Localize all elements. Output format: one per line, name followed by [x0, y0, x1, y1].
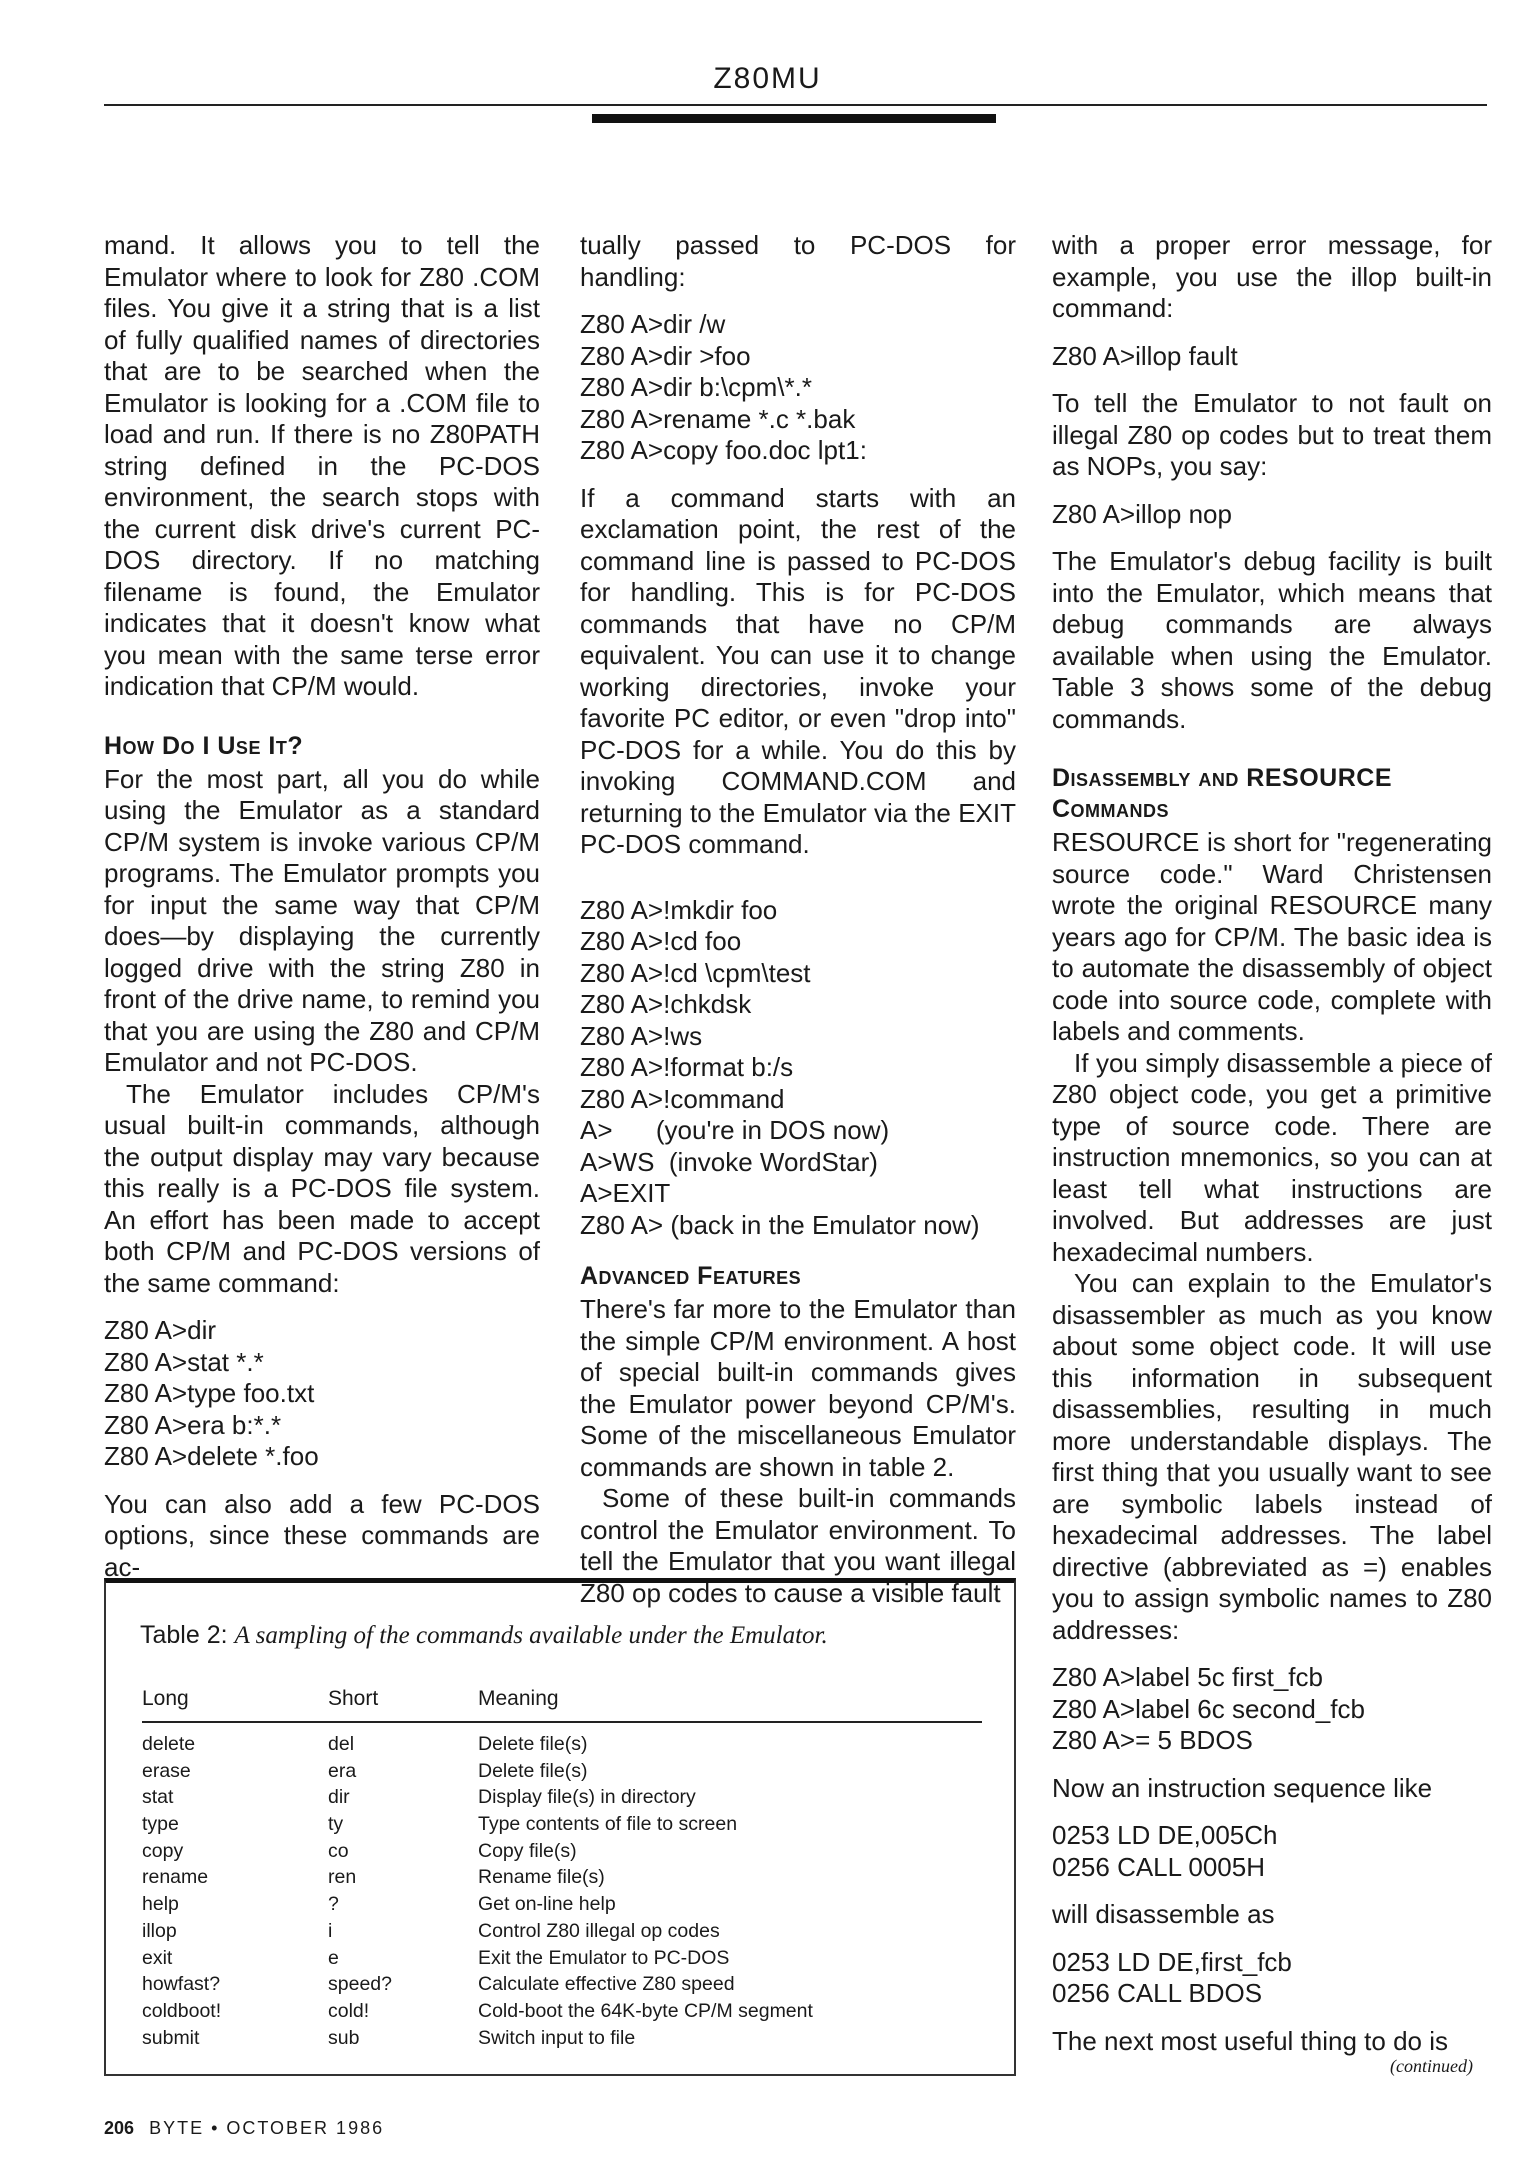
paragraph: You can also add a few PC-DOS options, since these commands are ac- [104, 1488, 540, 1582]
section-heading: How Do I Use It? [104, 731, 304, 760]
code-block [1052, 1820, 1492, 1883]
code-line: 0256 CALL 0005H [1052, 1851, 1265, 1882]
cell-meaning: Copy file(s) [478, 1839, 577, 1862]
paragraph: will disassemble as [1052, 1899, 1275, 1929]
code-line: 0253 LD DE,first_fcb [1052, 1946, 1292, 1977]
column-1 [104, 230, 540, 1599]
code-line: Z80 A> (back in the Emulator now) [580, 1209, 980, 1240]
cell-short: del [328, 1733, 355, 1755]
cell-long: help [142, 1893, 179, 1916]
table-label: Table 2: [140, 1621, 228, 1649]
code-line: Z80 A>!command [580, 1083, 785, 1114]
cell-meaning: Delete file(s) [478, 1759, 588, 1782]
cell-long: stat [142, 1786, 174, 1809]
cell-meaning: Delete file(s) [478, 1733, 588, 1755]
code-line: Z80 A>delete *.foo [104, 1441, 319, 1471]
code-block [104, 1315, 540, 1473]
cell-long: rename [142, 1866, 209, 1889]
code-line: Z80 A>dir /w [580, 309, 726, 339]
code-line: Z80 A>stat *.* [104, 1346, 264, 1377]
table-row [142, 1813, 982, 1840]
cell-short: era [328, 1759, 357, 1782]
paragraph: The Emulator's debug facility is built into the Emulator, which means that debug commands are always available when using the Emulator. Table 3 shows some of the debug commands. [1052, 546, 1492, 734]
paragraph: For the most part, all you do while using the Emulator as a standard CP/M system is invoke various CP/M programs. The Emulator prompts you for input the same way that CP/M does—by displaying the currently logged drive with the string Z80 in front of the drive name, to remind you that you are using the Z80 and CP/M Emulator and not PC-DOS. [104, 763, 540, 1077]
cell-short: dir [328, 1786, 350, 1809]
code-line: Z80 A>!cd foo [580, 926, 742, 956]
code-line: Z80 A>!chkdsk [580, 989, 752, 1019]
paragraph: There's far more to the Emulator than the simple CP/M environment. A host of special built-in commands gives the Emulator power beyond CP/M's. Some of the miscellaneous Emulator commands are shown in table 2. [580, 1294, 1016, 1482]
cell-short: e [328, 1946, 339, 1969]
cell-long: submit [142, 2026, 200, 2049]
table-header [142, 1687, 982, 1723]
paragraph: To tell the Emulator to not fault on illegal Z80 op codes but to treat them as NOPs, you say: [1052, 388, 1492, 481]
cell-short: ? [328, 1893, 339, 1916]
cell-short: i [328, 1919, 333, 1942]
paragraph: with a proper error message, for example, you use the illop built-in command: [1052, 230, 1492, 323]
cell-meaning: Get on-line help [478, 1893, 616, 1916]
header-rule [104, 104, 1487, 106]
table-row [142, 1786, 982, 1813]
code-line: A> (you're in DOS now) [580, 1115, 890, 1145]
table-2 [104, 1578, 1016, 2076]
table-caption [140, 1621, 828, 1650]
paragraph: You can explain to the Emulator's disassembler as much as you know about some object code. It will use this information in subsequent disassemblies, resulting in much more understandable displays. The first thing that you usually want to see are symbolic labels instead of hexadecimal addresses. The label directive (abbreviated as =) enables you to assign symbolic names to Z80 addresses: [1052, 1268, 1492, 1645]
code-line: A>WS (invoke WordStar) [580, 1146, 878, 1177]
code-block [580, 309, 1016, 467]
header-meaning: Meaning [478, 1687, 559, 1710]
running-head: Z80MU [713, 62, 822, 95]
cell-long: coldboot! [142, 1999, 222, 2022]
continued-note: (continued) [1390, 2056, 1473, 2076]
table-row [142, 2027, 982, 2054]
cell-meaning: Display file(s) in directory [478, 1786, 696, 1809]
code-line: Z80 A>= 5 BDOS [1052, 1725, 1253, 1755]
code-line: Z80 A>dir >foo [580, 340, 751, 371]
cell-short: ty [328, 1813, 344, 1836]
cell-meaning: Switch input to file [478, 2026, 636, 2049]
paragraph: Some of these built-in commands control the Emulator environment. To tell the Emulator that you want illegal Z80 op codes to cause a visible fault [580, 1483, 1016, 1608]
cell-meaning: Type contents of file to screen [478, 1813, 738, 1836]
table-row [142, 1840, 982, 1867]
code-block [1052, 341, 1492, 373]
cell-long: delete [142, 1733, 196, 1755]
cell-meaning: Calculate effective Z80 speed [478, 1973, 735, 1996]
code-line: Z80 A>type foo.txt [104, 1378, 315, 1408]
code-line: 0253 LD DE,005Ch [1052, 1820, 1278, 1850]
page-number: 206 [104, 2118, 135, 2138]
cell-meaning: Control Z80 illegal op codes [478, 1919, 720, 1942]
code-line: 0256 CALL BDOS [1052, 1978, 1263, 2008]
cell-short: speed? [328, 1973, 392, 1996]
table-caption-text: A sampling of the commands available under the Emulator. [234, 1622, 828, 1649]
code-line: Z80 A>illop nop [1052, 498, 1232, 529]
table-row [142, 1866, 982, 1893]
code-line: Z80 A>label 5c first_fcb [1052, 1662, 1323, 1692]
table-body [142, 1733, 982, 2053]
code-line: Z80 A>dir b:\cpm\*.* [580, 372, 812, 402]
magazine-issue: BYTE • OCTOBER 1986 [149, 2118, 385, 2138]
cell-short: sub [328, 2026, 360, 2049]
cell-short: cold! [328, 1999, 370, 2022]
code-line: Z80 A>dir [104, 1315, 217, 1345]
header-short: Short [328, 1687, 379, 1710]
section-heading: Disassembly and RESOURCE Commands [1052, 764, 1392, 823]
code-line: Z80 A>!mkdir foo [580, 894, 778, 925]
cell-long: erase [142, 1759, 191, 1782]
column-2 [580, 230, 1016, 1625]
cell-meaning: Cold-boot the 64K-byte CP/M segment [478, 1999, 813, 2022]
paragraph: The next most useful thing to do is [1052, 2025, 1448, 2056]
cell-long: exit [142, 1946, 173, 1969]
cell-long: copy [142, 1839, 184, 1862]
paragraph: The Emulator includes CP/M's usual built-in commands, although the output display may vary because this really is a PC-DOS file system. An effort has been made to accept both CP/M and PC-DOS versions of the same command: [104, 1078, 540, 1298]
code-block [580, 895, 1016, 1242]
paragraph: RESOURCE is short for "regenerating source code." Ward Christensen wrote the original RESOURCE many years ago for CP/M. The basic idea is to automate the disassembly of object code into source code, complete with labels and comments. [1052, 827, 1492, 1046]
column-3 [1052, 230, 1492, 2073]
table-row [142, 1973, 982, 2000]
cell-long: howfast? [142, 1973, 221, 1996]
code-line: Z80 A>!ws [580, 1020, 703, 1051]
page-footer [104, 2118, 384, 2139]
cell-meaning: Exit the Emulator to PC-DOS [478, 1946, 730, 1969]
code-line: Z80 A>copy foo.doc lpt1: [580, 435, 867, 465]
table-row [142, 2000, 982, 2027]
table-row [142, 1893, 982, 1920]
cell-short: ren [328, 1866, 357, 1889]
paragraph: Now an instruction sequence like [1052, 1772, 1433, 1803]
cell-short: co [328, 1839, 349, 1862]
code-line: Z80 A>illop fault [1052, 340, 1238, 371]
header-bar [592, 114, 996, 123]
paragraph: If a command starts with an exclamation point, the rest of the command line is passed to PC-DOS for handling. This is for PC-DOS commands that have no CP/M equivalent. You can use it to change working directories, invoke your favorite PC editor, or even "drop into" PC-DOS for a while. You do this by invoking COMMAND.COM and returning to the Emulator via the EXIT PC-DOS command. [580, 482, 1016, 859]
table-row [142, 1920, 982, 1947]
header-long: Long [142, 1687, 189, 1710]
code-line: Z80 A>label 6c second_fcb [1052, 1693, 1365, 1724]
cell-long: illop [142, 1919, 177, 1942]
code-block [1052, 499, 1492, 531]
cell-long: type [142, 1813, 179, 1836]
table-row [142, 1947, 982, 1974]
code-line: Z80 A>!cd \cpm\test [580, 957, 811, 988]
paragraph: tually passed to PC-DOS for handling: [580, 230, 1016, 292]
table-row [142, 1733, 982, 1760]
table-row [142, 1760, 982, 1787]
paragraph: If you simply disassemble a piece of Z80 object code, you get a primitive type of source code. There are instruction mnemonics, so you can at least tell what instructions are involved. But addresses are just hexadecimal numbers. [1052, 1047, 1492, 1267]
paragraph: mand. It allows you to tell the Emulator where to look for Z80 .COM files. You give it a string that is a list of fully qualified names of directories that are to be searched when the Emulator is looking for a .COM file to load and run. If there is no Z80PATH string defined in the PC-DOS environment, the search stops with the current disk drive's current PC-DOS directory. If no matching filename is found, the Emulator indicates that it doesn't know what you mean with the same terse error indication that CP/M would. [104, 230, 540, 701]
code-line: A>EXIT [580, 1178, 671, 1208]
code-block [1052, 1947, 1492, 2010]
code-line: Z80 A>!format b:/s [580, 1052, 794, 1082]
cell-meaning: Rename file(s) [478, 1866, 605, 1889]
code-line: Z80 A>rename *.c *.bak [580, 403, 856, 434]
section-heading: Advanced Features [580, 1262, 802, 1290]
code-block [1052, 1662, 1492, 1757]
code-line: Z80 A>era b:*.* [104, 1409, 282, 1440]
